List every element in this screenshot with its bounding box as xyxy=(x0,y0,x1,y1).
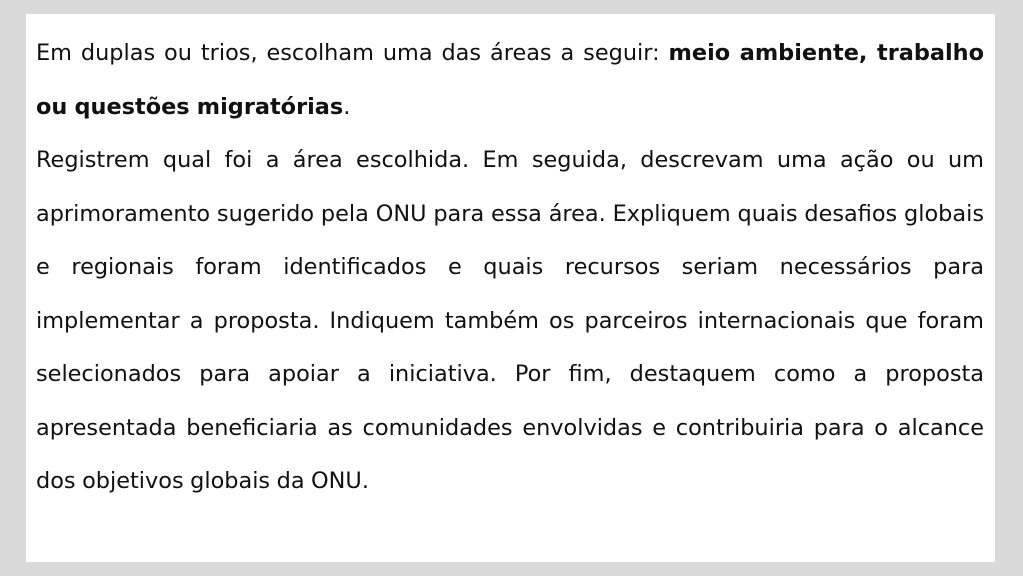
body-paragraph: Registrem qual foi a área escolhida. Em seguida, descrevam uma ação ou um aprimoramento sugerido pela ONU para essa área. Expliquem quais desafios globais e regionais foram identificados e quais recursos seriam necessários para implementar a proposta. Indiquem também os parceiros internacionais que foram selecionados para apoiar a iniciativa. Por fim, destaquem como a proposta apresentada beneficiaria as comunidades envolvidas e contribuiria para o alcance dos objetivos globais da ONU. xyxy=(36,147,984,494)
intro-end-text: . xyxy=(343,93,351,120)
instruction-card xyxy=(26,14,995,562)
intro-text: Em duplas ou trios, escolham uma das áreas a seguir: xyxy=(36,40,669,66)
intro-paragraph xyxy=(36,27,984,134)
areas-bold-text: meio ambiente, trabalho ou questões migratórias xyxy=(36,40,984,120)
